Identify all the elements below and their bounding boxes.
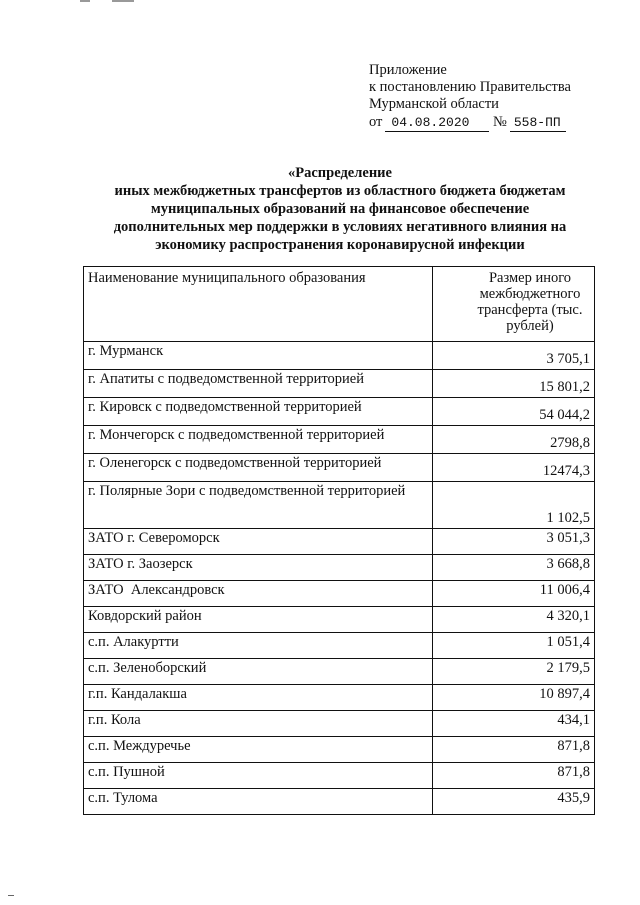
transfer-amount: 871,8 — [433, 737, 595, 763]
from-label: от — [369, 114, 383, 130]
transfer-amount: 3 668,8 — [433, 555, 595, 581]
table-row — [84, 398, 595, 426]
table-row — [84, 763, 595, 789]
transfer-amount: 871,8 — [433, 763, 595, 789]
table-row — [84, 581, 595, 607]
municipality-name: с.п. Алакуртти — [84, 633, 433, 659]
transfer-amount: 4 320,1 — [433, 607, 595, 633]
order-number: 558-ПП — [510, 114, 566, 132]
transfer-amount: 434,1 — [433, 711, 595, 737]
table-row — [84, 711, 595, 737]
table-row — [84, 426, 595, 454]
transfer-amount: 10 897,4 — [433, 685, 595, 711]
municipality-name: с.п. Зеленоборский — [84, 659, 433, 685]
table-row — [84, 555, 595, 581]
order-date: 04.08.2020 — [385, 114, 489, 132]
municipality-name: с.п. Тулома — [84, 789, 433, 815]
municipality-name: Ковдорский район — [84, 607, 433, 633]
municipality-name: с.п. Междуречье — [84, 737, 433, 763]
scan-artifact — [80, 0, 90, 2]
appendix-label: Приложение — [369, 62, 447, 78]
municipality-name: г.п. Кандалакша — [84, 685, 433, 711]
municipality-name: г. Мурманск — [84, 342, 433, 370]
scan-artifact — [8, 895, 14, 896]
municipality-name: г. Кировск с подведомственной территорией — [84, 398, 433, 426]
title-line: муниципальных образований на финансовое обеспечение — [150, 201, 530, 217]
transfer-amount: 11 006,4 — [433, 581, 595, 607]
title-line: иных межбюджетных трансфертов из областного бюджета бюджетам — [114, 183, 566, 199]
column-header-name: Наименование муниципального образования — [84, 267, 433, 342]
transfer-amount: 1 102,5 — [433, 482, 595, 529]
appendix-header — [369, 62, 571, 132]
table-header-row — [84, 267, 595, 342]
municipality-name: г. Мончегорск с подведомственной территорией — [84, 426, 433, 454]
column-header-value — [433, 267, 595, 342]
number-label: № — [493, 114, 507, 130]
title-line: дополнительных мер поддержки в условиях негативного влияния на — [113, 219, 567, 235]
table-row — [84, 529, 595, 555]
transfer-amount: 12474,3 — [433, 454, 595, 482]
column-header-value-text: Размер иного межбюджетного трансферта (тыс. рублей) — [477, 270, 583, 334]
table-row — [84, 737, 595, 763]
title-line: «Распределение — [288, 165, 392, 181]
table-row — [84, 685, 595, 711]
title-line: экономику распространения коронавирусной инфекции — [155, 237, 525, 253]
table-row — [84, 789, 595, 815]
region-name: Мурманской области — [369, 96, 499, 112]
transfer-amount: 15 801,2 — [433, 370, 595, 398]
table-row — [84, 454, 595, 482]
table-row — [84, 607, 595, 633]
municipality-name: ЗАТО Александровск — [84, 581, 433, 607]
table-row — [84, 482, 595, 529]
scan-artifact — [112, 0, 134, 2]
transfer-amount: 3 705,1 — [433, 342, 595, 370]
resolution-reference: к постановлению Правительства — [369, 79, 571, 95]
municipality-name: г. Апатиты с подведомственной территорией — [84, 370, 433, 398]
table-row — [84, 633, 595, 659]
municipality-name: ЗАТО г. Заозерск — [84, 555, 433, 581]
municipality-name: ЗАТО г. Североморск — [84, 529, 433, 555]
transfer-amount: 3 051,3 — [433, 529, 595, 555]
table-row — [84, 342, 595, 370]
municipality-name: г.п. Кола — [84, 711, 433, 737]
order-line — [369, 114, 571, 132]
table-row — [84, 659, 595, 685]
distribution-table — [83, 266, 595, 815]
transfer-amount: 1 051,4 — [433, 633, 595, 659]
table-row — [84, 370, 595, 398]
document-title — [70, 164, 610, 254]
transfer-amount: 2 179,5 — [433, 659, 595, 685]
municipality-name: г. Полярные Зори с подведомственной территорией — [84, 482, 433, 529]
transfer-amount: 435,9 — [433, 789, 595, 815]
transfer-amount: 2798,8 — [433, 426, 595, 454]
transfer-amount: 54 044,2 — [433, 398, 595, 426]
municipality-name: г. Оленегорск с подведомственной территорией — [84, 454, 433, 482]
municipality-name: с.п. Пушной — [84, 763, 433, 789]
